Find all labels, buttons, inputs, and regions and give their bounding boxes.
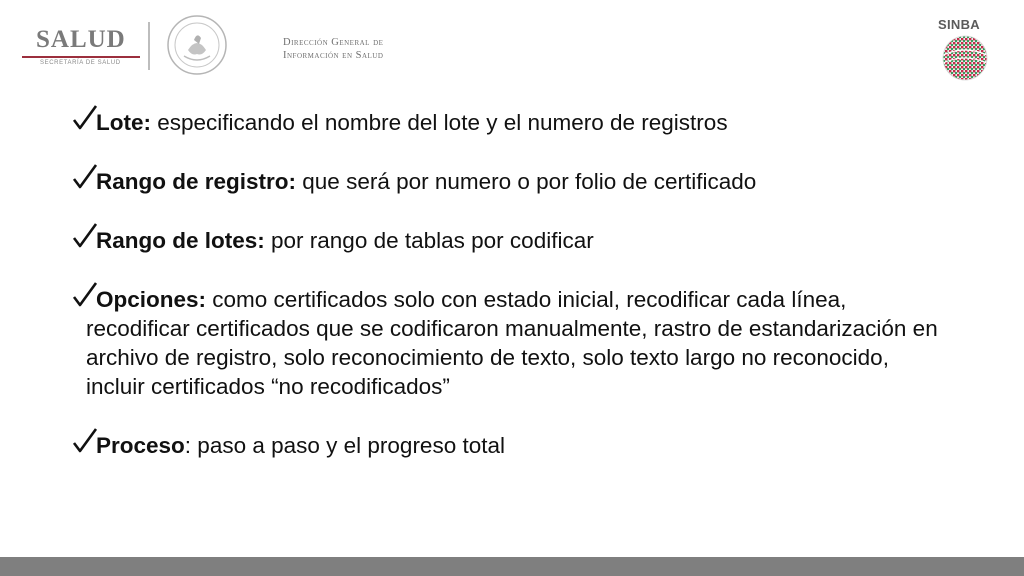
bullet-text: especificando el nombre del lote y el numero de registros xyxy=(151,110,728,135)
bullet-lote xyxy=(70,108,950,138)
bullet-label: Rango de registro: xyxy=(96,169,297,194)
bullet-proceso xyxy=(70,431,950,461)
checkmark-icon xyxy=(72,104,98,132)
salud-logo-subtitle: SECRETARÍA DE SALUD xyxy=(40,60,121,66)
salud-logo xyxy=(22,26,140,70)
bullet-text: que será por numero o por folio de certificado xyxy=(296,169,757,194)
bullet-text: por rango de tablas por codificar xyxy=(264,228,594,253)
coat-of-arms-icon xyxy=(166,14,228,76)
bullet-label: Proceso xyxy=(96,433,185,458)
bullet-rango-registro xyxy=(70,167,950,197)
dgis-title xyxy=(283,36,383,62)
sinba-globe-icon xyxy=(941,34,989,82)
checkmark-icon xyxy=(72,222,98,250)
bullet-opciones xyxy=(70,285,950,401)
header-divider xyxy=(148,22,150,70)
salud-logo-word: SALUD xyxy=(36,26,126,53)
bullet-rango-lotes xyxy=(70,226,950,256)
bullet-list xyxy=(70,108,950,490)
slide-header xyxy=(0,0,1024,90)
bullet-text: como certificados solo con estado inicial, recodificar cada línea, recodificar certificados que se codificaron manualmente, rastro de estandarización en archivo de registro, solo reconocimiento de texto, solo texto largo no reconocido, incluir certificados “no recodificados” xyxy=(86,287,938,399)
dgis-line-1: Dirección General de xyxy=(283,37,384,48)
sinba-logo xyxy=(932,14,1002,92)
checkmark-icon xyxy=(72,427,98,455)
bullet-label: Rango de lotes: xyxy=(96,228,265,253)
bullet-label: Lote: xyxy=(96,110,151,135)
checkmark-icon xyxy=(72,281,98,309)
bullet-label: Opciones: xyxy=(96,287,207,312)
sinba-logo-word: SINBA xyxy=(938,17,980,32)
footer-bar xyxy=(0,557,1024,576)
dgis-line-2: Información en Salud xyxy=(283,50,384,61)
salud-logo-rule xyxy=(22,56,140,58)
bullet-text: : paso a paso y el progreso total xyxy=(184,433,505,458)
checkmark-icon xyxy=(72,163,98,191)
